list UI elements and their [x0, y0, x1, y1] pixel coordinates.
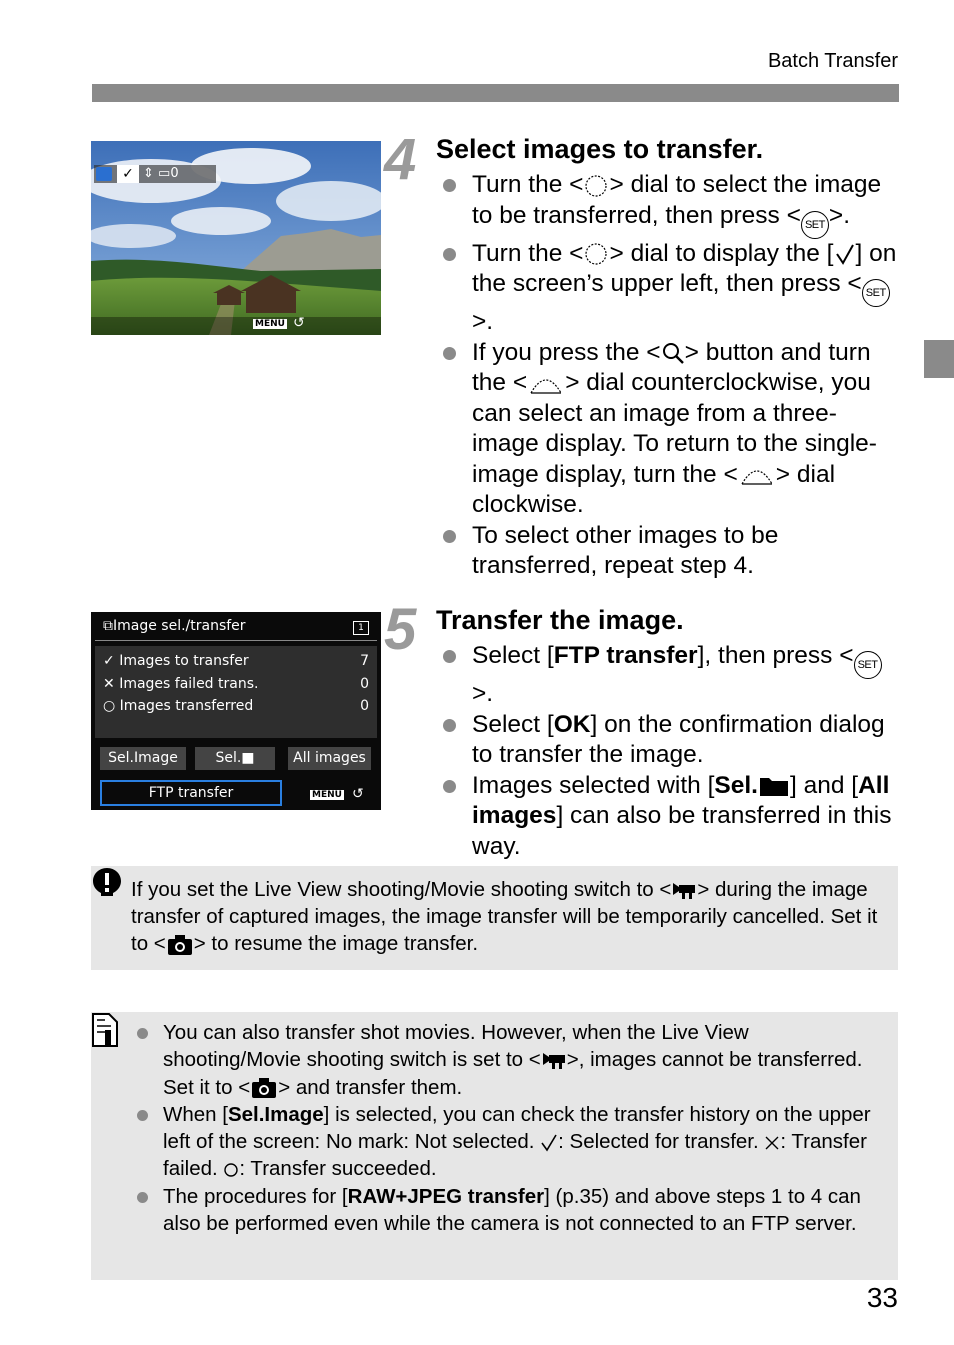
- button-label: Sel.: [215, 750, 242, 766]
- check-mark-icon: ✓: [117, 165, 139, 183]
- caution-box: [91, 866, 898, 970]
- return-icon: ↺: [352, 786, 364, 802]
- list-item: [135, 1101, 885, 1183]
- movie-camera-icon: [541, 1051, 567, 1071]
- header-bar: [92, 84, 899, 102]
- text: Turn the <: [472, 239, 584, 267]
- status-label: Images to transfer: [119, 653, 249, 669]
- bold-text: RAW+JPEG transfer: [347, 1184, 545, 1208]
- protect-counter: ⇕ ▭0: [143, 166, 179, 181]
- text: If you set the Live View shooting/Movie shooting switch to <: [131, 878, 672, 901]
- running-header: Batch Transfer: [767, 50, 898, 72]
- camera-menu-screenshot: [91, 612, 381, 810]
- bold-text: All images: [472, 771, 890, 829]
- sel-folder-button[interactable]: [195, 747, 275, 770]
- list-item: [135, 1183, 885, 1238]
- text: : Selected for transfer.: [558, 1130, 765, 1154]
- status-label: Images failed trans.: [119, 675, 259, 692]
- return-icon: ↺: [293, 315, 305, 331]
- checkmark-icon: [540, 1133, 558, 1153]
- list-item: [440, 710, 900, 771]
- cross-icon: [764, 1134, 780, 1152]
- text: If you press the <: [472, 338, 661, 366]
- text: The procedures for [: [163, 1184, 348, 1208]
- status-value: 0: [360, 698, 369, 714]
- text: > dial to select the image to be transferred, then press <: [472, 171, 882, 229]
- movie-camera-icon: [671, 881, 697, 901]
- status-values: [360, 650, 369, 718]
- text: > dial clockwise.: [472, 460, 836, 518]
- list-item: [440, 170, 900, 239]
- list-item: [135, 1019, 885, 1101]
- text: > dial counterclockwise, you can select an image from a three-image display. To return to the single-image display, turn the <: [472, 369, 877, 488]
- menu-label: MENU: [255, 319, 285, 329]
- list-item: [440, 338, 900, 521]
- step-number: 5: [384, 597, 415, 662]
- checkmark-icon: [834, 242, 856, 266]
- set-button-icon: SET: [854, 651, 882, 679]
- list-item: [440, 771, 900, 863]
- still-camera-icon: [250, 1077, 278, 1099]
- set-button-icon: SET: [862, 279, 890, 307]
- caution-icon: [91, 866, 123, 898]
- text: > during the image transfer of captured images, the image transfer will be temporarily cancelled. Set it to <: [131, 878, 878, 955]
- status-row: ✓ Images to transfer: [103, 653, 249, 669]
- text: ] can also be transferred in this way.: [472, 802, 892, 860]
- magnify-icon: [661, 341, 685, 365]
- text: To select other images to be transferred, repeat step 4.: [472, 521, 779, 579]
- text: ] on the confirmation dialog to transfer the image.: [472, 710, 885, 768]
- transfer-icon: [96, 167, 112, 181]
- text: >, images cannot be transferred. Set it to <: [163, 1048, 863, 1099]
- bold-text: OK: [553, 710, 591, 738]
- list-item: [440, 239, 900, 338]
- status-rows: [103, 650, 258, 718]
- status-row: ✕ Images failed trans.: [103, 675, 259, 692]
- step-number: 4: [384, 127, 415, 192]
- menu-page-icon: 1: [353, 621, 369, 635]
- note-icon: [91, 1012, 119, 1048]
- step4-instructions: [440, 170, 900, 582]
- step-title: Select images to transfer.: [436, 134, 764, 164]
- set-button-icon: SET: [801, 211, 829, 239]
- caution-text: [131, 876, 883, 957]
- text: > to resume the image transfer.: [193, 932, 479, 955]
- text: ] (p.35) and above steps 1 to 4 can also be performed even while the camera is not connected to an FTP server.: [163, 1184, 861, 1236]
- counter-value: 0: [170, 166, 179, 181]
- text: ] on the screen’s upper left, then press <: [472, 239, 897, 297]
- circle-icon: [223, 1161, 239, 1179]
- bold-text: Sel.Image: [227, 1102, 324, 1126]
- notes-list: [135, 1019, 885, 1237]
- status-value: 0: [360, 675, 369, 692]
- divider: [95, 640, 377, 641]
- text: ] is selected, you can check the transfer history on the upper left of the screen: No mark: Not selected.: [163, 1102, 871, 1154]
- note-box: [91, 1012, 898, 1280]
- text: ] and [: [790, 771, 859, 799]
- text: > button and turn the <: [472, 338, 871, 396]
- text: > and transfer them.: [278, 1075, 463, 1099]
- text: You can also transfer shot movies. However, when the Live View shooting/Movie shooting switch is set to <: [163, 1021, 749, 1072]
- text: ], then press <: [697, 642, 854, 669]
- text: > dial to display the [: [609, 239, 834, 267]
- page-number: 33: [866, 1282, 898, 1313]
- step5-instructions: [440, 641, 900, 862]
- status-value: 7: [360, 653, 369, 669]
- quick-control-dial-icon: [583, 241, 609, 267]
- folder-icon: [758, 774, 790, 798]
- camera-playback-screenshot: [91, 141, 381, 335]
- sel-image-button[interactable]: Sel.Image: [100, 747, 186, 770]
- list-item: [440, 521, 900, 582]
- text: When [: [163, 1102, 228, 1126]
- folder-icon: ■: [241, 750, 255, 766]
- main-dial-icon: [738, 462, 776, 488]
- quick-control-dial-icon: [583, 173, 609, 199]
- menu-title-text: Image sel./transfer: [113, 618, 246, 634]
- text: >.: [472, 308, 494, 335]
- main-dial-icon: [527, 371, 565, 397]
- text: Select [: [472, 710, 554, 738]
- text: Images selected with [: [472, 771, 715, 799]
- status-row: ○ Images transferred: [103, 698, 254, 714]
- bold-text: FTP transfer: [553, 642, 698, 669]
- all-images-button[interactable]: All images: [288, 747, 371, 770]
- text: >.: [828, 201, 851, 229]
- chapter-tab: [924, 340, 954, 378]
- menu-title: ⧉Image sel./transfer: [103, 618, 246, 634]
- menu-label: MENU: [312, 790, 342, 800]
- text: : Transfer succeeded.: [239, 1157, 437, 1181]
- text: Turn the <: [472, 171, 584, 198]
- ftp-transfer-button[interactable]: FTP transfer: [100, 780, 282, 806]
- text: >.: [472, 680, 494, 707]
- list-item: [440, 641, 900, 710]
- text: Select [: [472, 642, 554, 669]
- still-camera-icon: [166, 934, 194, 956]
- step-title: Transfer the image.: [436, 605, 684, 635]
- text: : Transfer failed.: [163, 1130, 867, 1181]
- bold-text: Sel.: [714, 771, 758, 799]
- status-label: Images transferred: [119, 698, 254, 714]
